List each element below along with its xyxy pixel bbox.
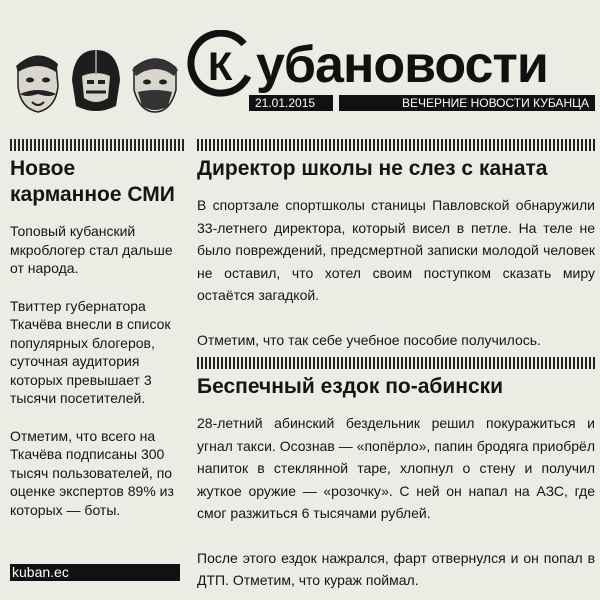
mask-face-icon-3 bbox=[132, 59, 178, 112]
logo-k-icon bbox=[186, 30, 256, 100]
article-2 bbox=[197, 374, 595, 592]
mask-face-icon-2 bbox=[72, 50, 120, 111]
sidebar-paragraph: Отметим, что всего на Ткачёва подписаны 300 тысяч пользователей, по оценке экспертов 89% из которых — боты. bbox=[10, 427, 174, 518]
site-url-badge[interactable]: kuban.ec bbox=[10, 564, 180, 581]
article-paragraph: 28-летний абинский бездельник решил покуражиться и угнал такси. Осознав — «попёрло», папин бродяга приобрёл напиток в стеклянной таре, хлопнул о стену и получил жуткое оружие — «розочку». С ней он напал на АЗС, где смог разжиться 6 тысячами рублей. bbox=[197, 415, 595, 521]
masthead-faces bbox=[10, 46, 180, 116]
mask-face-icon-1 bbox=[16, 55, 58, 112]
main-column bbox=[197, 150, 595, 373]
logo-letter: К bbox=[208, 45, 233, 89]
dateline bbox=[249, 95, 595, 111]
issue-date: 21.01.2015 bbox=[249, 95, 333, 111]
sidebar-column bbox=[10, 150, 188, 538]
site-logo[interactable] bbox=[186, 30, 596, 100]
article-paragraph: В спортзале спортшколы станицы Павловской обнаружили 33-летнего директора, который висел в петле. На теле не было повреждений, предсмертной записки молодой человек не оставил, что хотел своим поступком сказать миру остаётся загадкой. bbox=[197, 197, 595, 303]
main-column-lower bbox=[197, 368, 595, 600]
sidebar-paragraph: Топовый кубанский мкроблогер стал дальше от народа. bbox=[10, 223, 173, 276]
article-title[interactable]: Директор школы не слез с каната bbox=[197, 157, 548, 180]
article-title[interactable]: Беспечный ездок по-абински bbox=[197, 375, 504, 398]
masthead bbox=[0, 0, 600, 120]
article-1 bbox=[197, 156, 595, 351]
sidebar-paragraph: Твиттер губернатора Ткачёва внесли в список популярных блогеров, суточная аудитория которых превышает 3 тысячи посетителей. bbox=[10, 297, 171, 406]
article-paragraph: После этого ездок нажрался, фарт отвернулся и он попал в ДТП. Отметим, что кураж поймал. bbox=[197, 549, 595, 588]
article-paragraph: Отметим, что так себе учебное пособие получилось. bbox=[197, 331, 541, 348]
logo-text: убановости bbox=[256, 36, 548, 94]
sidebar-title[interactable]: Новое карманное СМИ bbox=[10, 157, 175, 206]
masthead-slogan: ВЕЧЕРНИЕ НОВОСТИ КУБАНЦА bbox=[339, 95, 595, 111]
